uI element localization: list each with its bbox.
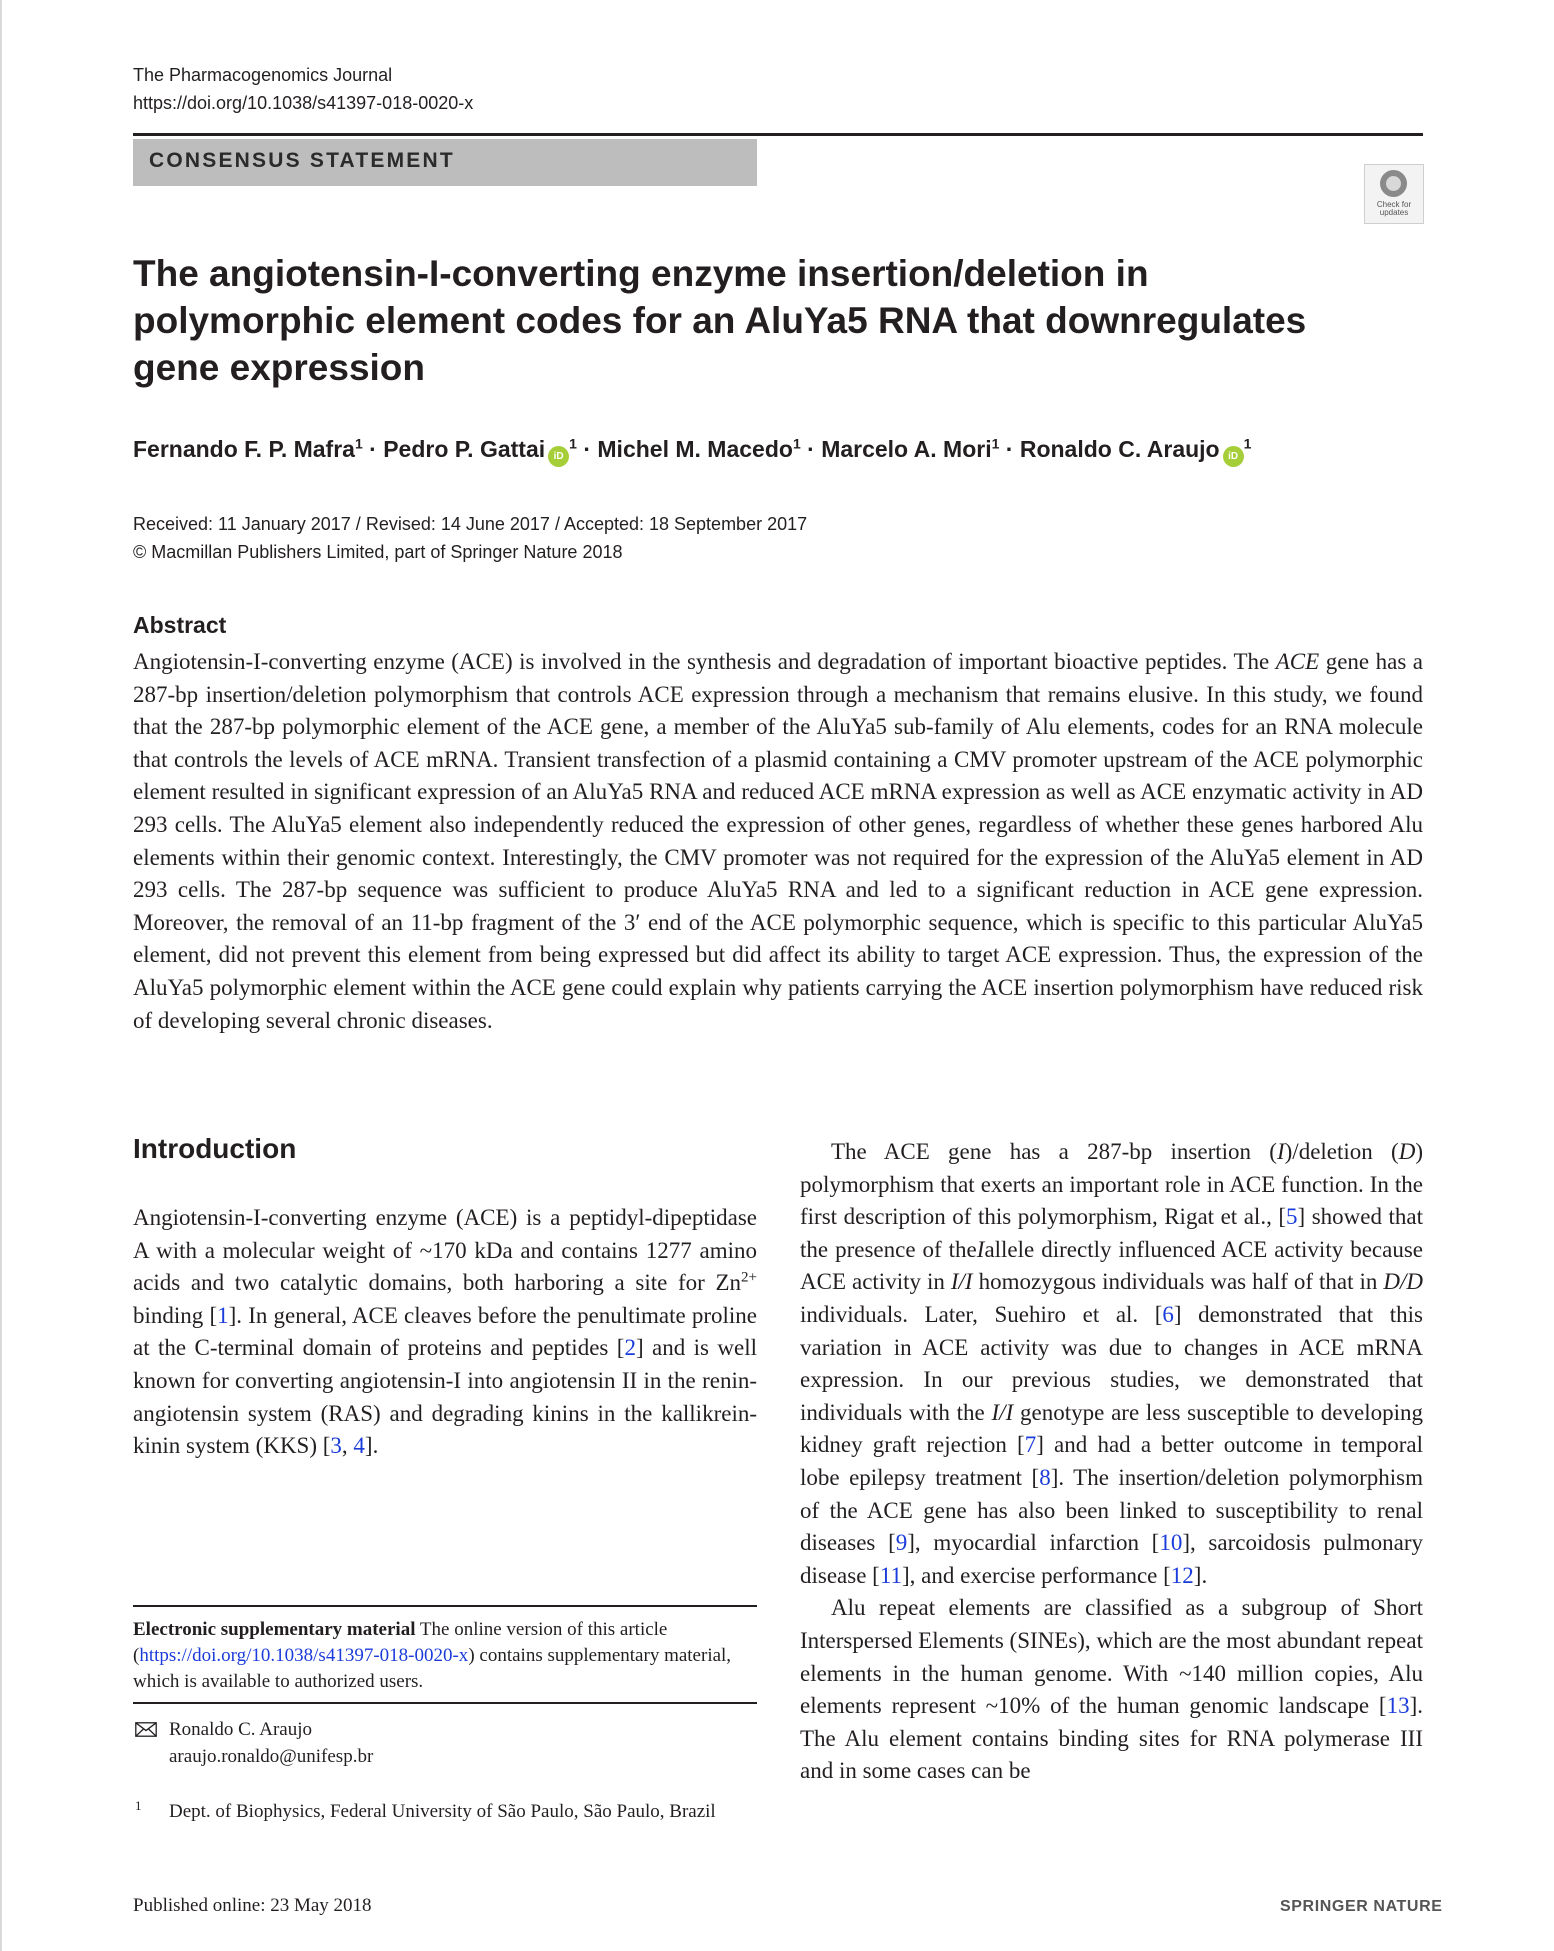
copyright-notice: © Macmillan Publishers Limited, part of Springer Nature 2018: [133, 542, 623, 562]
citation-link[interactable]: 9: [895, 1530, 908, 1556]
citation-link[interactable]: 8: [1039, 1464, 1051, 1490]
author-affiliation-marker: 1: [354, 435, 363, 452]
affiliation-text: Dept. of Biophysics, Federal University of São Paulo, São Paulo, Brazil: [169, 1801, 716, 1822]
author-affiliation-marker: 1: [1243, 435, 1252, 452]
citation-link[interactable]: 5: [1286, 1204, 1298, 1230]
article-doi-link[interactable]: https://doi.org/10.1038/s41397-018-0020-x: [133, 93, 474, 113]
published-date: Published online: 23 May 2018: [133, 1895, 372, 1916]
author-list: [133, 436, 1251, 467]
citation-link[interactable]: 2: [624, 1335, 636, 1361]
esm-heading: Electronic supplementary material: [133, 1619, 416, 1640]
article-title: The angiotensin-I-converting enzyme insertion/deletion in polymorphic element codes for an AluYa5 RNA that downregulates gene expression: [133, 253, 1307, 388]
introduction-heading: Introduction: [133, 1133, 297, 1164]
footnote-rule-top: [133, 1605, 757, 1607]
orcid-icon[interactable]: iD: [1223, 446, 1244, 467]
citation-link[interactable]: 11: [879, 1562, 902, 1588]
citation-link[interactable]: 6: [1162, 1301, 1174, 1327]
abstract-heading: Abstract: [133, 612, 227, 638]
author-affiliation-marker: 1: [792, 435, 801, 452]
citation-link[interactable]: 3: [330, 1433, 342, 1459]
author-affiliation-marker: 1: [569, 435, 577, 452]
author-separator: ·: [576, 436, 598, 462]
author-affiliation-marker: 1: [991, 435, 1000, 452]
citation-link[interactable]: 10: [1159, 1530, 1183, 1556]
envelope-icon: [135, 1722, 157, 1737]
author-name[interactable]: Michel M. Macedo: [597, 436, 793, 462]
citation-link[interactable]: 1: [217, 1302, 229, 1328]
author-name[interactable]: Pedro P. Gattai: [383, 436, 546, 462]
journal-name: The Pharmacogenomics Journal: [133, 65, 393, 85]
orcid-icon[interactable]: iD: [548, 446, 569, 467]
supplementary-material-note: Electronic supplementary material The online version of this article (https://doi.org/10.1038/s41397-018-0020-x) contains supplementary material, which is available to authorized users.: [133, 1619, 732, 1692]
intro-paragraph-2: The ACE gene has a 287-bp insertion (I)/deletion (D) polymorphism that exerts an important role in ACE function. In the first description of this polymorphism, Rigat et al., [5] showed that the presence of theIallele directly influenced ACE activity because ACE activity in I/I homozygous individuals was half of that in D/D individuals. Later, Suehiro et al. [6] demonstrated that this variation in ACE activity was due to changes in ACE mRNA expression. In our previous studies, we demonstrated that individuals with the I/I genotype are less susceptible to developing kidney graft rejection [7] and had a better outcome in temporal lobe epilepsy treatment [8]. The insertion/deletion polymorphism of the ACE gene has also been linked to susceptibility to renal diseases [9], myocardial infarction [10], sarcoidosis pulmonary disease [11], and exercise performance [12].: [800, 1139, 1424, 1588]
author-name[interactable]: Ronaldo C. Araujo: [1019, 436, 1220, 462]
footnote-rule-bottom: [133, 1702, 757, 1704]
page-edge: [0, 0, 2, 1951]
check-for-updates-badge[interactable]: [1364, 164, 1424, 224]
right-column: [800, 1136, 1423, 1788]
author-name[interactable]: Marcelo A. Mori: [821, 436, 992, 462]
abstract-body: Angiotensin-I-converting enzyme (ACE) is involved in the synthesis and degradation of important bioactive peptides. The ACE gene has a 287-bp insertion/deletion polymorphism that controls ACE expression through a mechanism that remains elusive. In this study, we found that the 287-bp polymorphic element of the ACE gene, a member of the AluYa5 sub-family of Alu elements, codes for an RNA molecule that controls the levels of ACE mRNA. Transient transfection of a plasmid containing a CMV promoter upstream of the ACE polymorphic element resulted in significant expression of an AluYa5 RNA and reduced ACE mRNA expression as well as ACE enzymatic activity in AD 293 cells. The AluYa5 element also independently reduced the expression of other genes, regardless of whether these genes harbored Alu elements within their genomic context. Interestingly, the CMV promoter was not required for the expression of the AluYa5 element in AD 293 cells. The 287-bp sequence was sufficient to produce AluYa5 RNA and led to a significant reduction in ACE gene expression. Moreover, the removal of an 11-bp fragment of the 3′ end of the ACE polymorphic sequence, which is specific to this particular AluYa5 element, did not prevent this element from being expressed but did affect its ability to target ACE expression. Thus, the expression of the AluYa5 polymorphic element within the ACE gene could explain why patients carrying the ACE insertion polymorphism have reduced risk of developing several chronic diseases.: [133, 649, 1423, 1033]
author-separator: ·: [362, 436, 384, 462]
supplementary-doi-link[interactable]: https://doi.org/10.1038/s41397-018-0020-x: [139, 1645, 469, 1666]
intro-paragraph-1: Angiotensin-I-converting enzyme (ACE) is a peptidyl-dipeptidase A with a molecular weight of ~170 kDa and contains 1277 amino acids and two catalytic domains, both harboring a site for $Zn^{2+}$ binding [1]. In general, ACE cleaves before the penultimate proline at the C-terminal domain of proteins and peptides [2] and is well known for converting angiotensin-I into angiotensin II in the renin-angiotensin system (RAS) and degrading kinins in the kallikrein-kinin system (KKS) [3, 4].: [133, 1205, 757, 1459]
affiliation-number: 1: [135, 1798, 142, 1813]
section-label: CONSENSUS STATEMENT: [149, 149, 455, 172]
corresponding-author-name: Ronaldo C. Araujo: [169, 1719, 313, 1740]
citation-link[interactable]: 4: [353, 1433, 365, 1459]
author-separator: ·: [999, 436, 1020, 462]
author-name[interactable]: Fernando F. P. Mafra: [133, 436, 355, 462]
article-dates: Received: 11 January 2017 / Revised: 14 June 2017 / Accepted: 18 September 2017: [133, 514, 808, 534]
intro-paragraph-3: Alu repeat elements are classified as a subgroup of Short Interspersed Elements (SINEs), which are the most abundant repeat elements in the human genome. With ~140 million copies, Alu elements represent ~10% of the human genomic landscape [13]. The Alu element contains binding sites for RNA polymerase III and in some cases can be: [800, 1595, 1423, 1784]
citation-link[interactable]: 12: [1170, 1562, 1194, 1588]
publisher-logo: SPRINGER NATURE: [1280, 1898, 1443, 1915]
author-separator: ·: [800, 436, 822, 462]
citation-link[interactable]: 7: [1024, 1432, 1037, 1458]
header-rule: [133, 133, 1423, 136]
citation-link[interactable]: 13: [1386, 1693, 1410, 1719]
corresponding-author-email[interactable]: araujo.ronaldo@unifesp.br: [169, 1746, 374, 1767]
check-updates-label: Check for updates: [1376, 200, 1412, 217]
